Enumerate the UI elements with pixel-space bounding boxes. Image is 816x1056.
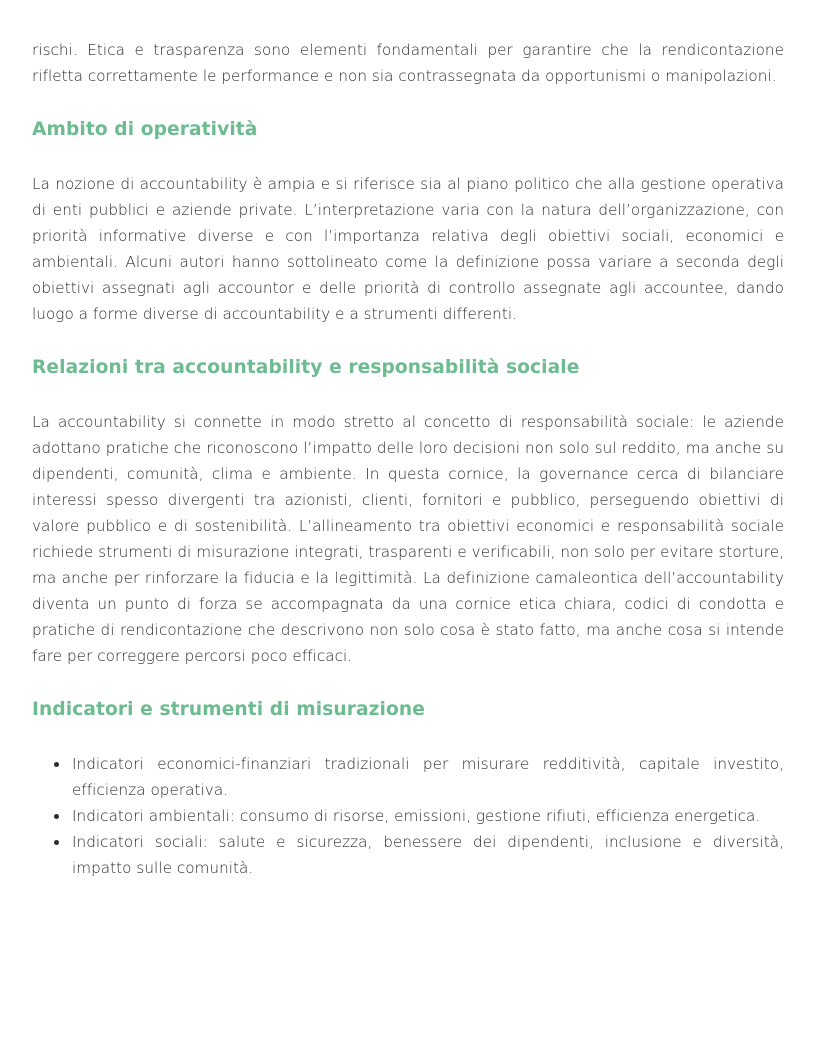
indicator-list bbox=[32, 751, 784, 881]
paragraph-ambito: La nozione di accountability è ampia e si riferisce sia al piano politico che alla gestione operativa di enti pubblici e aziende private. L’interpretazione varia con la natura dell’organizzazione, con priorità informative diverse e con l’importanza relativa degli obiettivi sociali, economici e ambientali. Alcuni autori hanno sottolineato come la definizione possa variare a seconda degli obiettivi assegnati agli accountor e delle priorità di controllo assegnate agli accountee, dando luogo a forme diverse di accountability e a strumenti differenti. bbox=[32, 175, 784, 323]
bullet-icon bbox=[54, 762, 59, 767]
list-item-text: Indicatori ambientali: consumo di risorse, emissioni, gestione rifiuti, efficienza energetica. bbox=[72, 807, 761, 825]
bullet-icon bbox=[54, 840, 59, 845]
heading-ambito: Ambito di operatività bbox=[32, 119, 258, 140]
heading-indicatori: Indicatori e strumenti di misurazione bbox=[32, 699, 425, 720]
intro-paragraph: rischi. Etica e trasparenza sono elementi fondamentali per garantire che la rendicontazione rifletta correttamente le performance e non sia contrassegnata da opportunismi o manipolazioni. bbox=[32, 41, 784, 85]
list-item bbox=[72, 829, 784, 881]
paragraph-relazioni: La accountability si connette in modo stretto al concetto di responsabilità sociale: le aziende adottano pratiche che riconoscono l’impatto delle loro decisioni non solo sul reddito, ma anche su dipendenti, comunità, clima e ambiente. In questa cornice, la governance cerca di bilanciare interessi spesso divergenti tra azionisti, clienti, fornitori e pubblico, perseguendo obiettivi di valore pubblico e di sostenibilità. L’allineamento tra obiettivi economici e responsabilità sociale richiede strumenti di misurazione integrati, trasparenti e verificabili, non solo per evitare storture, ma anche per rinforzare la fiducia e la legittimità. La definizione camaleontica dell’accountability diventa un punto di forza se accompagnata da una cornice etica chiara, codici di condotta e pratiche di rendicontazione che descrivono non solo cosa è stato fatto, ma anche cosa si intende fare per correggere percorsi poco efficaci. bbox=[32, 413, 784, 665]
heading-relazioni: Relazioni tra accountability e responsabilità sociale bbox=[32, 357, 580, 378]
list-item bbox=[72, 751, 784, 803]
list-item-text: Indicatori sociali: salute e sicurezza, benessere dei dipendenti, inclusione e diversità, impatto sulle comunità. bbox=[72, 833, 784, 877]
list-item bbox=[72, 803, 784, 829]
bullet-icon bbox=[54, 814, 59, 819]
list-item-text: Indicatori economici-finanziari tradizionali per misurare redditività, capitale investito, efficienza operativa. bbox=[72, 755, 784, 799]
